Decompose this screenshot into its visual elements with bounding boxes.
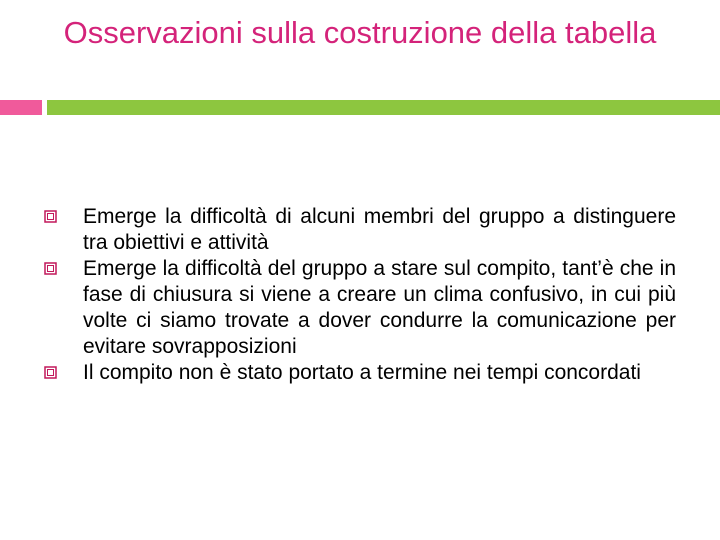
slide-title: Osservazioni sulla costruzione della tabella <box>63 15 657 50</box>
bullet-text: Emerge la difficoltà del gruppo a stare sul compito, tant’è che in fase di chiusura si viene a creare un clima confusivo, in cui più volte ci siamo trovate a dover condurre la comunicazione per evitare sovrapposizioni <box>83 257 676 358</box>
square-outline-bullet-icon <box>44 262 57 275</box>
accent-bar-pink <box>0 100 42 115</box>
bullet-text: Emerge la difficoltà di alcuni membri del gruppo a distinguere tra obiettivi e attività <box>83 205 676 254</box>
bullet-text: Il compito non è stato portato a termine nei tempi concordati <box>83 361 641 384</box>
bullet-item <box>44 204 676 256</box>
square-outline-bullet-icon <box>44 366 57 379</box>
bullet-item <box>44 360 676 386</box>
square-outline-bullet-icon <box>44 210 57 223</box>
accent-bar-green <box>47 100 720 115</box>
bullet-item <box>44 256 676 360</box>
bullet-list <box>44 204 676 386</box>
